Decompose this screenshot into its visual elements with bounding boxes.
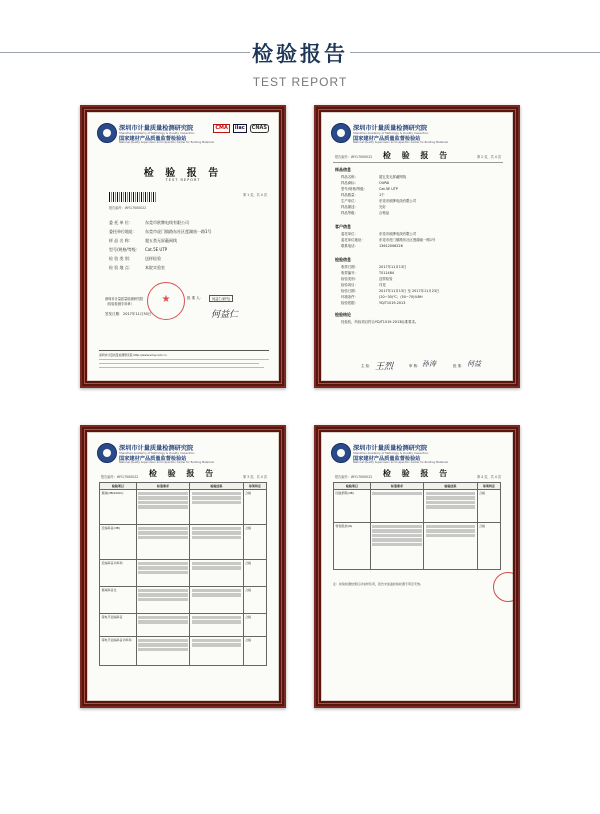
sign-label: 审 核： <box>409 364 421 368</box>
institute-logo <box>331 443 351 463</box>
institute-sub-en: National Quality Supervision and Inspection Center for Building Materials <box>353 141 448 144</box>
institute-sub-en: National Quality Supervision and Inspection Center for Building Materials <box>119 141 214 144</box>
cover-row: 样 品 名 称： 超五类无屏蔽网线 <box>109 238 177 243</box>
cover-row: 委 托 单 位： 东莞市欧牌电线有限公司 <box>109 220 189 225</box>
doc-title: 检 验 报 告 <box>382 151 452 160</box>
kv-row: 样品等级： 合格品 <box>341 211 390 215</box>
cover-row: 检 验 地 点： 本院实验室 <box>109 265 165 270</box>
doc-title-en: TEST REPORT <box>165 178 201 182</box>
table-row: 等电平远端串音功率和 合格 <box>100 637 267 666</box>
institute-name-en: Shenzhen Academy of Metrology & Quality Inspection <box>353 131 429 135</box>
doc-title: 检 验 报 告 <box>382 469 452 478</box>
cover-row: 委托单位地址： 东莞市虎门镇路东社区莲湖南一路1号 <box>109 229 212 234</box>
table-row: 回波损耗(dB) 合格 <box>334 490 501 523</box>
kv-row: 委托单位地址： 东莞市虎门镇路东社区莲湖南一路1号 <box>341 238 436 242</box>
institute-name: 深圳市计量质量检测研究院 <box>119 125 194 132</box>
red-corner-seal <box>493 572 513 602</box>
table-header: 单项判定 <box>477 483 500 490</box>
kv-row: 样品描述： 完好 <box>341 205 386 209</box>
sign-label: 主 检： <box>361 364 373 368</box>
kv-row: 检验日期： 2017年11月13日 至 2017年11月23日 <box>341 289 440 293</box>
report-number: 报告编号：WY17000022 <box>109 206 147 210</box>
kv-row: 样品数量： 1个 <box>341 193 385 197</box>
institute-name: 深圳市计量质量检测研究院 <box>119 445 194 452</box>
table-header: 检验结果 <box>424 483 477 490</box>
kv-row: 型号/规格/等级： Cat.5E UTP <box>341 187 398 191</box>
report-frame-results-1[interactable] <box>80 425 286 708</box>
report-page-3 <box>87 432 279 701</box>
red-official-seal <box>147 282 185 320</box>
signature-inspector: 王烈 <box>375 362 394 372</box>
issue-date: 2017年11月30日 <box>123 312 152 316</box>
approver-label: 批 准 人： <box>187 296 204 300</box>
page-title: 检验报告 <box>252 42 348 66</box>
report-number: 报告编号：WY17000022 <box>101 475 139 479</box>
report-number: 报告编号：WY17000022 <box>335 155 373 159</box>
kv-row: 联系电话： 13612006226 <box>341 244 403 248</box>
kv-row: 委托单位： 东莞市欧牌电线有限公司 <box>341 232 417 236</box>
institute-header <box>97 122 271 144</box>
footnote: 注：检验检测结果仅对来样负责，报告未加盖检验检测专用章无效。 <box>333 582 424 586</box>
report-frame-cover[interactable] <box>80 105 286 388</box>
kv-row: 收样编号： T011484 <box>341 271 395 275</box>
kv-row: 样品名称： 超五类无屏蔽网线 <box>341 175 407 179</box>
doc-title: 检 验 报 告 <box>148 469 218 478</box>
cover-row: 检 验 类 别： 送样检验 <box>109 256 161 261</box>
kv-row: 检验依据： YD/T1019-2013 <box>341 301 406 305</box>
kv-row: 检验项目： 详见 <box>341 283 386 287</box>
institute-logo <box>97 123 117 143</box>
institute-name: 深圳市计量质量检测研究院 <box>353 445 428 452</box>
institute-sub: 国家建材产品质量监督检验站 <box>119 136 187 142</box>
institute-name: 深圳市计量质量检测研究院 <box>353 125 428 132</box>
cma-mark: CMA <box>215 125 228 131</box>
signature-reviewer: 孙涛 <box>422 360 436 368</box>
table-row: 等电平远端串音 合格 <box>100 614 267 637</box>
section-inspection: 检验信息 <box>335 257 351 262</box>
cover-row: 型号/规格/等级： Cat.5E UTP <box>109 247 168 252</box>
doc-title: 检 验 报 告 <box>143 168 223 179</box>
cnas-mark: CNAS <box>251 125 267 131</box>
institute-sub-en: National Quality Supervision and Inspection Center for Building Materials <box>353 461 448 464</box>
cover-footer <box>99 350 269 373</box>
page-number: 第 2 页，共 4 页 <box>476 155 501 159</box>
kv-row: 样品商标： OUPAI <box>341 181 390 185</box>
institute-sub: 国家建材产品质量监督检验站 <box>119 456 187 462</box>
conclusion-text: 经检验，所检项目符合YD/T1019-2013标准要求。 <box>341 320 419 324</box>
title-divider-right <box>350 52 600 53</box>
report-frame-results-2[interactable] <box>314 425 520 708</box>
issue-date-label: 签发日期： <box>105 312 123 316</box>
institute-name-en: Shenzhen Academy of Metrology & Quality Inspection <box>353 451 429 455</box>
kv-row: 检验类别： 送样检验 <box>341 277 393 281</box>
table-row: 近端串音功率和 合格 <box>100 560 267 587</box>
results-table <box>99 482 267 666</box>
institute-name-en: Shenzhen Academy of Metrology & Quality Inspection <box>119 451 195 455</box>
accreditation-marks <box>213 124 269 133</box>
institute-header <box>331 122 505 144</box>
table-header: 检验项目 <box>100 483 137 490</box>
signature-approver: 何益 <box>467 360 481 368</box>
sign-label: 批 准： <box>453 364 465 368</box>
ilac-mark: ilac <box>234 125 245 131</box>
report-page-4 <box>321 432 513 701</box>
seal-label: （检验检测专用章） <box>105 302 134 306</box>
footer-text: 深圳市计量质量检测研究院 http://www.smq.com.cn <box>99 353 167 357</box>
table-row: 近端串音(dB) 合格 <box>100 525 267 560</box>
table-header: 检验结果 <box>190 483 243 490</box>
institute-header <box>331 442 505 464</box>
approver-stamp: 何益仁(研究) <box>209 295 233 302</box>
report-page-2 <box>321 112 513 381</box>
table-header: 标准要求 <box>370 483 423 490</box>
institute-logo <box>331 123 351 143</box>
table-row: 特性阻抗(Ω) 合格 <box>334 523 501 570</box>
page-number: 第 1 页，共 4 页 <box>242 193 267 197</box>
table-row: 衰减(dB/100m) 合格 <box>100 490 267 525</box>
page-number: 第 4 页，共 4 页 <box>476 475 501 479</box>
table-header: 单项判定 <box>243 483 266 490</box>
report-page-1 <box>87 112 279 381</box>
barcode <box>109 192 157 202</box>
kv-row: 环境条件： (20~30)℃；(50~70)%RH <box>341 295 423 299</box>
table-header: 检验项目 <box>334 483 371 490</box>
table-header: 标准要求 <box>136 483 189 490</box>
results-table <box>333 482 501 570</box>
page-number: 第 3 页，共 4 页 <box>242 475 267 479</box>
institute-sub-en: National Quality Supervision and Inspection Center for Building Materials <box>119 461 214 464</box>
handwritten-signature: 何益仁 <box>211 310 239 320</box>
page-subtitle: TEST REPORT <box>252 75 348 89</box>
report-frame-info[interactable] <box>314 105 520 388</box>
institute-header <box>97 442 271 464</box>
section-conclusion: 检验结论 <box>335 312 351 317</box>
section-sample: 样品信息 <box>335 167 351 172</box>
institute-sub: 国家建材产品质量监督检验站 <box>353 456 421 462</box>
kv-row: 生产单位： 东莞市欧牌电线有限公司 <box>341 199 417 203</box>
inst-label: 深圳市计量质量检测研究院 <box>105 297 144 301</box>
table-row: 衰减串音比 合格 <box>100 587 267 614</box>
institute-logo <box>97 443 117 463</box>
section-client: 客户信息 <box>335 224 351 229</box>
institute-name-en: Shenzhen Academy of Metrology & Quality Inspection <box>119 131 195 135</box>
kv-row: 收样日期： 2017年11月13日 <box>341 265 407 269</box>
page-header <box>0 0 600 100</box>
report-number: 报告编号：WY17000022 <box>335 475 373 479</box>
institute-sub: 国家建材产品质量监督检验站 <box>353 136 421 142</box>
